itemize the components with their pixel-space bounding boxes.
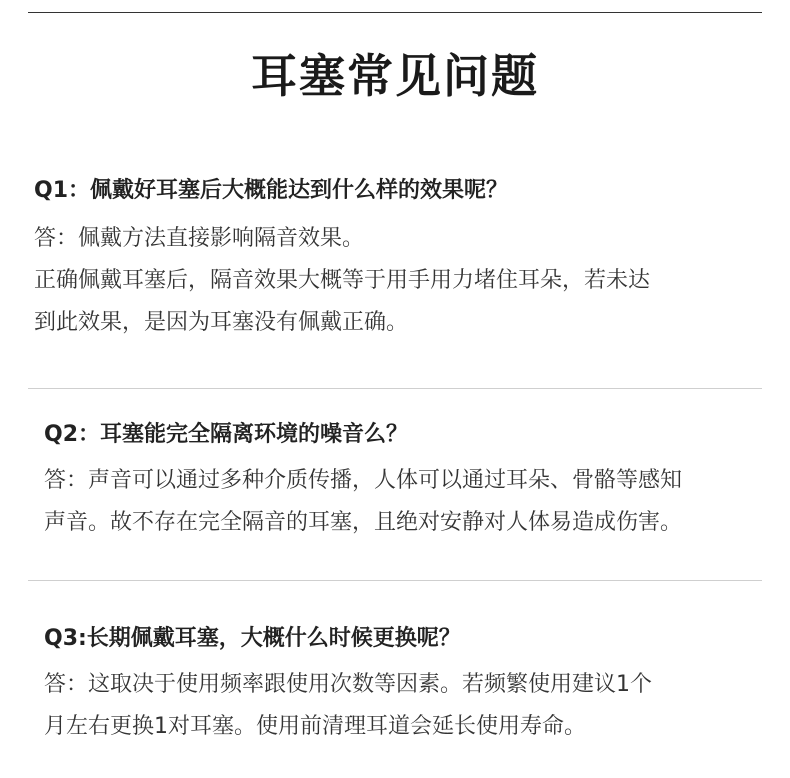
faq-1-answer-line: 答：佩戴方法直接影响隔音效果。 [34,226,365,251]
faq-1-question: Q1：佩戴好耳塞后大概能达到什么样的效果呢？ [34,178,509,203]
faq-3-question: Q3:长期佩戴耳塞，大概什么时候更换呢？ [44,626,461,651]
faq-3-answer-line: 月左右更换1对耳塞。使用前清理耳道会延长使用寿命。 [44,714,586,739]
section-divider [28,388,762,389]
faq-2-answer-line: 声音。故不存在完全隔音的耳塞，且绝对安静对人体易造成伤害。 [44,510,683,535]
faq-1-answer-line: 到此效果，是因为耳塞没有佩戴正确。 [34,310,409,335]
page-title: 耳塞常见问题 [251,49,539,103]
faq-2-answer [44,460,682,544]
faq-3-answer [44,664,652,748]
section-divider [28,580,762,581]
faq-3-answer-line: 答：这取决于使用频率跟使用次数等因素。若频繁使用建议1个 [44,672,652,697]
faq-2-answer-line: 答：声音可以通过多种介质传播，人体可以通过耳朵、骨骼等感知 [44,468,683,493]
faq-1-answer [34,218,650,344]
faq-2-question: Q2：耳塞能完全隔离环境的噪音么？ [44,422,409,447]
faq-1-answer-line: 正确佩戴耳塞后，隔音效果大概等于用手用力堵住耳朵，若未达 [34,268,651,293]
top-divider [28,12,762,13]
